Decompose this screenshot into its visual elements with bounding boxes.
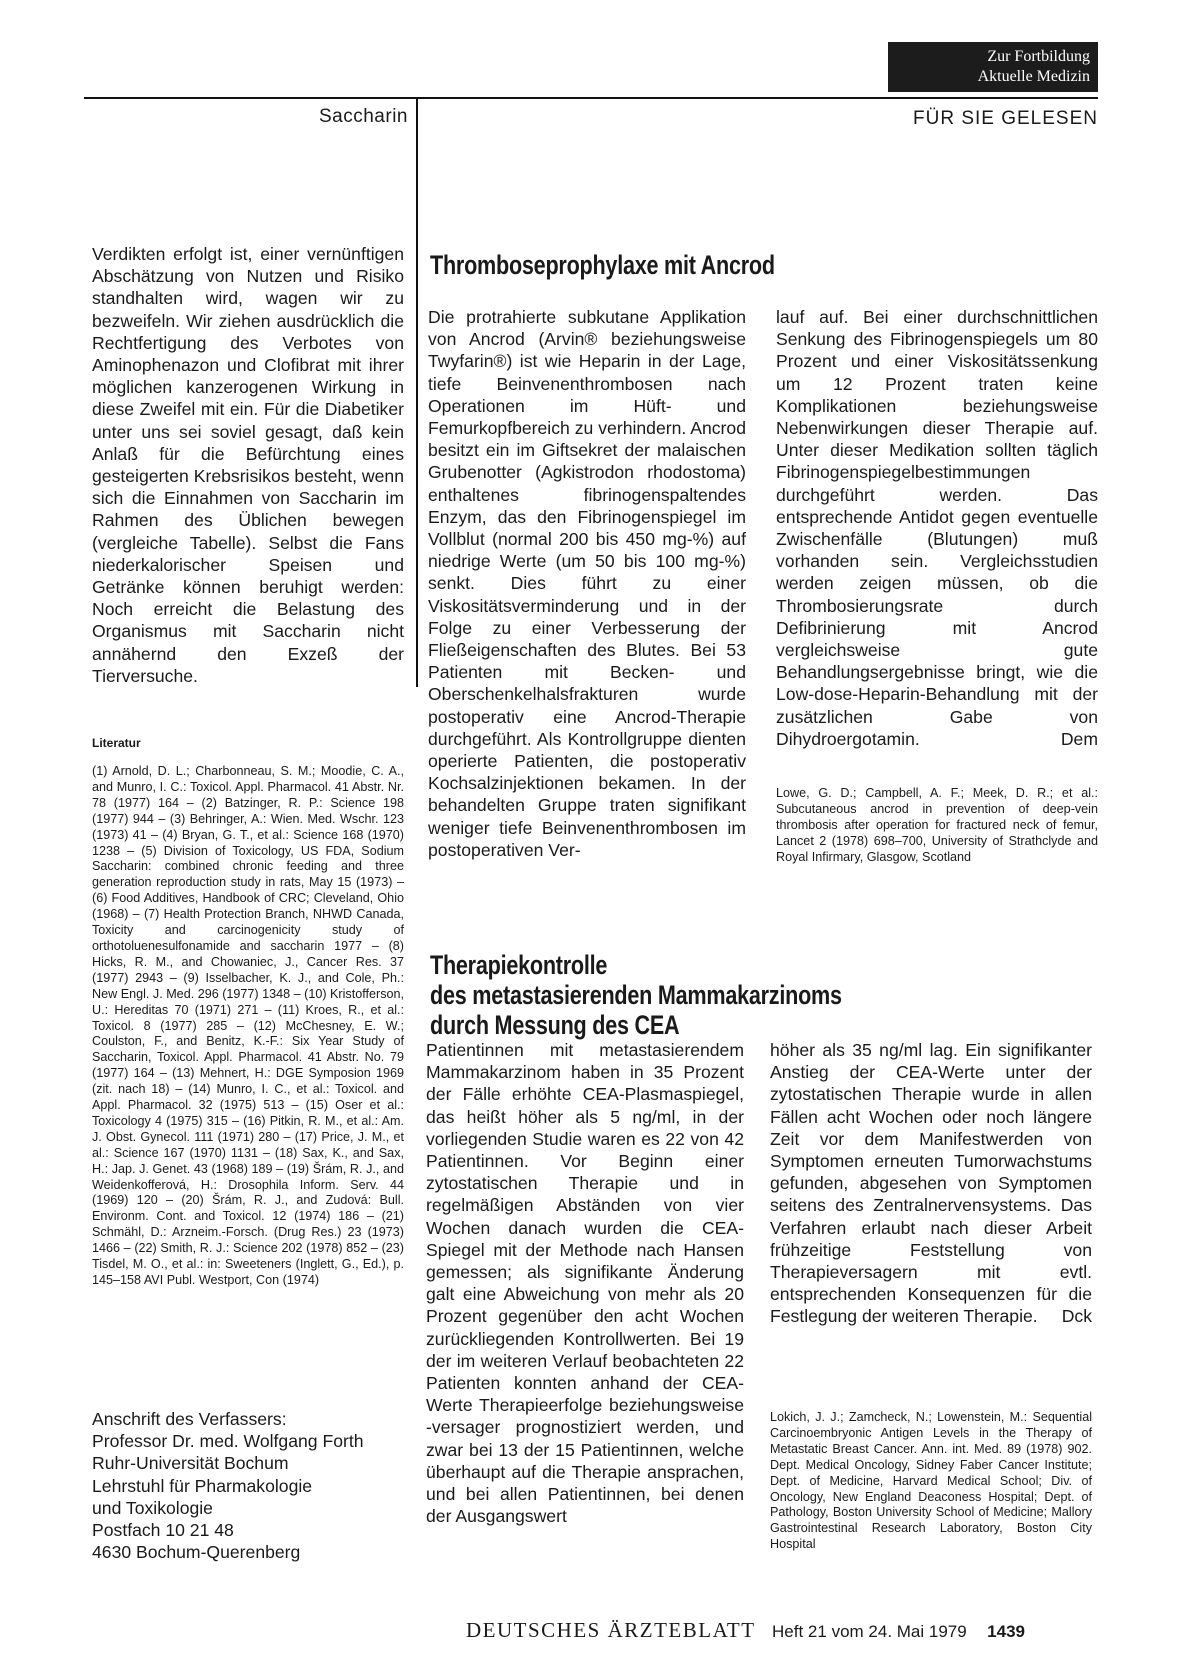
article2-title	[430, 950, 942, 1040]
article2-column-1: Patientinnen mit metastasierendem Mammakarzinom haben in 35 Prozent der Fälle erhöhte CEA-Plasmaspiegel, das heißt höher als 5 ng/ml, in der vorliegenden Studie waren es 22 von 42 Patientinnen. Vor Beginn einer zytostatischen Therapie und in regelmäßigen Abständen von vier Wochen danach wurden die CEA-Spiegel mit der Methode nach Hansen gemessen; als signifikante Änderung galt eine Abweichung von mehr als 20 Prozent gegenüber den acht Wochen zurückliegenden Kontrollwerten. Bei 19 der im weiteren Verlauf beobachteten 22 Patienten konnten anhand der CEA-Werte Therapieerfolge beziehungsweise -versager prognostiziert werden, und zwar bei 13 der 15 Patientinnen, welche überhaupt auf die Therapie ansprachen, und bei allen Patientinnen, bei denen der Ausgangswert	[426, 1040, 744, 1527]
journal-name: DEUTSCHES ÄRZTEBLATT	[466, 1618, 756, 1642]
address-line: 4630 Bochum-Querenberg	[92, 1542, 301, 1563]
address-line: Ruhr-Universität Bochum	[92, 1453, 289, 1474]
badge-line-medizin: Aktuelle Medizin	[977, 68, 1090, 85]
address-line: Postfach 10 21 48	[92, 1520, 234, 1541]
author-address	[92, 1408, 412, 1563]
address-line: und Toxikologie	[92, 1497, 213, 1518]
article1-column-2	[776, 306, 1098, 750]
page-number: 1439	[987, 1622, 1025, 1641]
article2-reference: Lokich, J. J.; Zamcheck, N.; Lowenstein, M.: Sequential Carcinoembryonic Antigen Levels in the Therapy of Metastatic Breast Cancer. Ann. int. Med. 89 (1978) 902. Dept. Medical Oncology, Sidney Faber Cancer Institute; Dept. of Medicine, Harvard Medical School; Div. of Oncology, New England Deaconess Hospital; Dept. of Pathology, Boston University School of Medicine; Mallory Gastrointestinal Research Laboratory, Boston City Hospital	[770, 1410, 1092, 1552]
page-footer	[466, 1618, 1106, 1643]
article1-title: Thromboseprophylaxe mit Ancrod	[430, 250, 775, 280]
article2-title-line: durch Messung des CEA	[430, 1010, 680, 1040]
saccharin-body-text: Verdikten erfolgt ist, einer vernünftigen Abschätzung von Nutzen und Risiko standhalten wird, wagen wir zu bezweifeln. Wir ziehen ausdrücklich die Rechtfertigung des Verbotes von Aminophenazon und Clofibrat mit ihrer möglichen kanzerogenen Wirkung in diese Zweifel mit ein. Für die Diabetiker unter uns sei soviel gesagt, daß kein Anlaß für die Befürchtung eines gesteigerten Krebsrisikos besteht, wenn sich die Einnahmen von Saccharin im Rahmen des Üblichen bewegen (vergleiche Tabelle). Selbst die Fans niederkalorischer Speisen und Getränke können beruhigt werden: Noch erreicht die Belastung des Organismus mit Saccharin nicht annähernd den Exzeß der Tierversuche.	[92, 244, 404, 686]
literature-list: (1) Arnold, D. L.; Charbonneau, S. M.; Moodie, C. A., and Munro, I. C.: Toxicol. Appl. Pharmacol. 41 Abstr. Nr. 78 (1977) 164 – (2) Batzinger, R. P.: Science 198 (1977) 944 – (3) Behringer, A.: Wien. Med. Wschr. 123 (1973) 41 – (4) Bryan, G. T., et al.: Science 168 (1970) 1238 – (5) Division of Toxicology, US FDA, Sodium Saccharin: combined chronic feeding and three generation reproduction study in rats, May 15 (1973) – (6) Food Additives, Handbook of CRC; Cleveland, Ohio (1968) – (7) Health Protection Branch, NHWD Canada, Toxicity and carcinogenicity study of orthotoluenesulfonamide and saccharin 1977 – (8) Hicks, R. M., and Chowaniec, J., Cancer Res. 37 (1977) 2943 – (9) Isselbacher, K. J., and Cole, Ph.: New Engl. J. Med. 296 (1977) 1348 – (10) Kristofferson, U.: Hereditas 70 (1971) 271 – (11) Kroes, R., et al.: Toxicol. 8 (1977) 285 – (12) McChesney, E. W.; Coulston, F., and Benitz, K.-F.: Six Year Study of Saccharin, Toxicol. Appl. Pharmacol. 41 Abstr. No. 79 (1977) 164 – (13) Mehnert, H.: DGE Symposion 1969 (zit. nach 18) – (14) Munro, I. C., et al.: Toxicol. and Appl. Pharmacol. 32 (1975) 513 – (15) Oser et al.: Toxicology 4 (1975) 315 – (16) Pitkin, R. M., et al.: Am. J. Obst. Gynecol. 111 (1971) 280 – (17) Price, J. M., et al.: Science 167 (1970) 1131 – (18) Sax, K., and Sax, H.: Jap. J. Genet. 43 (1968) 189 – (19) Šrám, R. J., and Weidenkofferová, H.: Drosophila Inform. Serv. 44 (1969) 120 – (20) Šrám, R. J., and Zudová: Bull. Environm. Cont. and Toxicol. 12 (1974) 186 – (21) Schmähl, D.: Arzneim.-Forsch. (Drug Res.) 23 (1973) 1466 – (22) Smith, R. J.: Science 202 (1978) 852 – (23) Tisdel, M. O., et al.: in: Sweeteners (Inglett, G., Ed.), p. 145–158 AVI Publ. Westport, Con (1974)	[92, 764, 404, 1287]
literature-heading: Literatur	[92, 736, 141, 750]
article1-column-2-text: lauf auf. Bei einer durchschnittlichen Senkung des Fibrinogenspiegels um 80 Prozent und einer Viskositätssenkung um 12 Prozent traten keine Komplikationen beziehungsweise Nebenwirkungen dieser Therapie auf. Unter dieser Medikation sollten täglich Fibrinogenspiegelbestimmungen durchgeführt werden. Das entsprechende Antidot gegen eventuelle Zwischenfälle (Blutungen) muß vorhanden sein. Vergleichsstudien werden zeigen müssen, ob die Thrombosierungsrate durch Defibrinierung mit Ancrod vergleichsweise gute Behandlungsergebnisse bringt, wie die Low-dose-Heparin-Behandlung mit der zusätzlichen Gabe von Dihydroergotamin.	[776, 307, 1098, 749]
rubric-fuer-sie-gelesen: FÜR SIE GELESEN	[913, 108, 1098, 129]
column-divider	[416, 97, 418, 687]
address-line: Anschrift des Verfassers:	[92, 1409, 287, 1429]
article2-signature: Dck	[1061, 1306, 1092, 1327]
article1-column-1: Die protrahierte subkutane Applikation von Ancrod (Arvin® beziehungsweise Twyfarin®) ist wie Heparin in der Lage, tiefe Beinvenenthrombosen nach Operationen im Hüft- und Femurkopfbereich zu verhindern. Ancrod besitzt ein im Giftsekret der malaischen Grubenotter (Agkistrodon rhodostoma) enthaltenes fibrinogenspaltendes Enzym, das den Fibrinogenspiegel im Vollblut (normal 200 bis 450 mg-%) auf niedrige Werte (um 50 bis 100 mg-%) senkt. Dies führt zu einer Viskositätsverminderung und in der Folge zu einer Verbesserung der Fließeigenschaften des Blutes. Bei 53 Patienten mit Becken- und Oberschenkelhalsfrakturen wurde postoperativ eine Ancrod-Therapie durchgeführt. Als Kontrollgruppe dienten operierte Patienten, die postoperativ Kochsalzinjektionen bekamen. In der behandelten Gruppe traten signifikant weniger tiefe Beinvenenthrombosen im postoperativen Ver-	[428, 307, 746, 860]
article1-reference: Lowe, G. D.; Campbell, A. F.; Meek, D. R.; et al.: Subcutaneous ancrod in prevention of deep-vein thrombosis after operation for fractured neck of femur, Lancet 2 (1978) 698–700, University of Strathclyde and Royal Infirmary, Glasgow, Scotland	[776, 786, 1098, 864]
address-line: Lehrstuhl für Pharmakologie	[92, 1475, 313, 1496]
issue-info: Heft 21 vom 24. Mai 1979	[772, 1622, 967, 1641]
rubric-saccharin: Saccharin	[319, 106, 408, 127]
article2-column-2-text: höher als 35 ng/ml lag. Ein signifikanter Anstieg der CEA-Werte unter der zytostatischen Therapie wurde in allen Fällen acht Wochen oder noch längere Zeit vor dem Manifestwerden von Symptomen erneuten Tumorwachstums gefunden, abgesehen von Symptomen seitens des Zentralnervensystems. Das Verfahren erlaubt nach dieser Arbeit frühzeitige Feststellung von Therapieversagern mit evtl. entsprechenden Konsequenzen für die Festlegung der weiteren Therapie.	[770, 1040, 1092, 1327]
header-rule	[84, 97, 1098, 99]
section-badge	[888, 42, 1098, 92]
address-line: Professor Dr. med. Wolfgang Forth	[92, 1431, 364, 1452]
article1-signature: Dem	[1060, 728, 1098, 749]
article2-column-2	[770, 1039, 1092, 1328]
badge-line-fortbildung: Zur Fortbildung	[987, 48, 1090, 65]
article2-title-line: des metastasierenden Mammakarzinoms	[430, 980, 842, 1010]
article2-title-line: Therapiekontrolle	[430, 950, 608, 980]
